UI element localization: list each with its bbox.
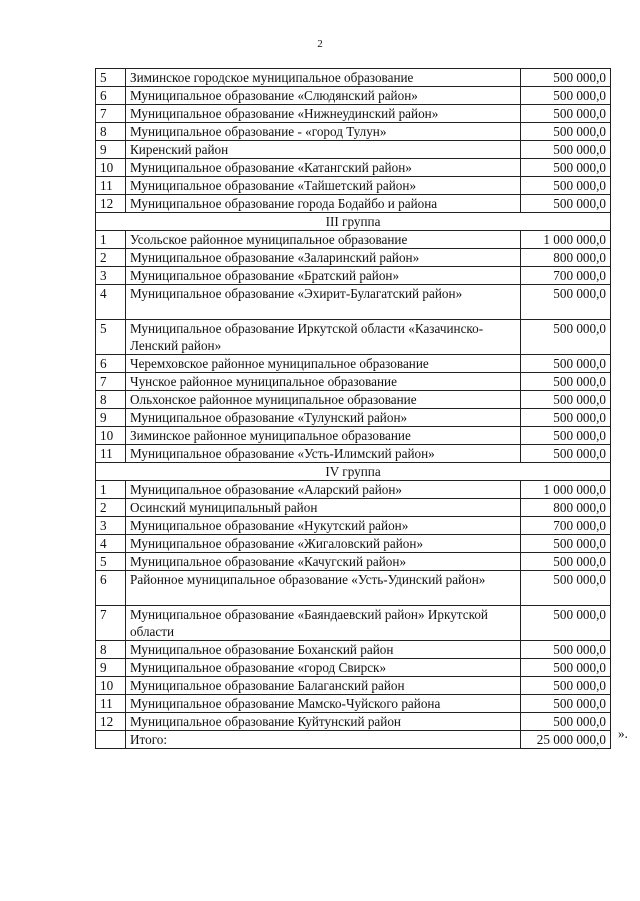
municipality-name: Ольхонское районное муниципальное образование bbox=[126, 391, 521, 409]
row-number: 8 bbox=[96, 123, 126, 141]
amount-value: 500 000,0 bbox=[521, 659, 611, 677]
amount-value: 500 000,0 bbox=[521, 87, 611, 105]
amount-value: 500 000,0 bbox=[521, 355, 611, 373]
row-number: 4 bbox=[96, 535, 126, 553]
municipality-name: Муниципальное образование «Качугский район» bbox=[126, 553, 521, 571]
table-row bbox=[96, 231, 611, 249]
municipality-name: Муниципальное образование «Аларский район» bbox=[126, 481, 521, 499]
amount-value: 800 000,0 bbox=[521, 499, 611, 517]
row-number bbox=[96, 731, 126, 749]
row-number: 6 bbox=[96, 355, 126, 373]
table-row bbox=[96, 267, 611, 285]
municipality-name: Районное муниципальное образование «Усть-Удинский район» bbox=[126, 571, 521, 606]
row-number: 6 bbox=[96, 571, 126, 606]
amount-value: 25 000 000,0 bbox=[521, 731, 611, 749]
municipality-name: Муниципальное образование «Тулунский район» bbox=[126, 409, 521, 427]
row-number: 2 bbox=[96, 249, 126, 267]
amount-value: 500 000,0 bbox=[521, 373, 611, 391]
group-label: IV группа bbox=[96, 463, 611, 481]
amount-value: 1 000 000,0 bbox=[521, 481, 611, 499]
municipality-name: Муниципальное образование «Нукутский район» bbox=[126, 517, 521, 535]
row-number: 11 bbox=[96, 177, 126, 195]
table-row bbox=[96, 499, 611, 517]
group-label: III группа bbox=[96, 213, 611, 231]
amount-value: 500 000,0 bbox=[521, 105, 611, 123]
table-row bbox=[96, 659, 611, 677]
municipality-name: Муниципальное образование «Заларинский район» bbox=[126, 249, 521, 267]
municipality-name: Муниципальное образование Иркутской области «Казачинско-Ленский район» bbox=[126, 320, 521, 355]
row-number: 2 bbox=[96, 499, 126, 517]
table-row bbox=[96, 606, 611, 641]
amount-value: 500 000,0 bbox=[521, 123, 611, 141]
amount-value: 700 000,0 bbox=[521, 267, 611, 285]
municipality-name: Осинский муниципальный район bbox=[126, 499, 521, 517]
table-row bbox=[96, 123, 611, 141]
amount-value: 500 000,0 bbox=[521, 409, 611, 427]
table-row bbox=[96, 391, 611, 409]
amount-value: 500 000,0 bbox=[521, 641, 611, 659]
row-number: 10 bbox=[96, 677, 126, 695]
amount-value: 500 000,0 bbox=[521, 141, 611, 159]
table-row bbox=[96, 535, 611, 553]
row-number: 5 bbox=[96, 553, 126, 571]
amount-value: 500 000,0 bbox=[521, 320, 611, 355]
table-row bbox=[96, 195, 611, 213]
row-number: 8 bbox=[96, 391, 126, 409]
amount-value: 500 000,0 bbox=[521, 713, 611, 731]
amount-value: 700 000,0 bbox=[521, 517, 611, 535]
row-number: 7 bbox=[96, 105, 126, 123]
row-number: 3 bbox=[96, 517, 126, 535]
row-number: 11 bbox=[96, 695, 126, 713]
municipality-name: Муниципальное образование - «город Тулун» bbox=[126, 123, 521, 141]
municipality-name: Муниципальное образование города Бодайбо и района bbox=[126, 195, 521, 213]
table-row bbox=[96, 571, 611, 606]
amount-value: 500 000,0 bbox=[521, 195, 611, 213]
row-number: 6 bbox=[96, 87, 126, 105]
table-row bbox=[96, 553, 611, 571]
table-row bbox=[96, 159, 611, 177]
table-row bbox=[96, 105, 611, 123]
municipality-name: Муниципальное образование «Баяндаевский район» Иркутской области bbox=[126, 606, 521, 641]
table-row bbox=[96, 249, 611, 267]
municipality-name: Зиминское городское муниципальное образование bbox=[126, 69, 521, 87]
table-row bbox=[96, 177, 611, 195]
amount-value: 500 000,0 bbox=[521, 606, 611, 641]
table-row bbox=[96, 141, 611, 159]
municipality-name: Муниципальное образование «Жигаловский район» bbox=[126, 535, 521, 553]
table-row bbox=[96, 517, 611, 535]
table-row bbox=[96, 481, 611, 499]
amount-value: 500 000,0 bbox=[521, 553, 611, 571]
row-number: 7 bbox=[96, 373, 126, 391]
municipality-name: Киренский район bbox=[126, 141, 521, 159]
municipality-name: Муниципальное образование «Эхирит-Булагатский район» bbox=[126, 285, 521, 320]
table-body bbox=[96, 69, 611, 749]
municipality-name: Черемховское районное муниципальное образование bbox=[126, 355, 521, 373]
table-row bbox=[96, 285, 611, 320]
closing-quote-mark: ». bbox=[618, 726, 628, 741]
row-number: 5 bbox=[96, 320, 126, 355]
row-number: 1 bbox=[96, 481, 126, 499]
table-row bbox=[96, 641, 611, 659]
row-number: 9 bbox=[96, 141, 126, 159]
table-row bbox=[96, 713, 611, 731]
municipality-name: Муниципальное образование «Усть-Илимский район» bbox=[126, 445, 521, 463]
row-number: 9 bbox=[96, 409, 126, 427]
total-row bbox=[96, 731, 611, 749]
row-number: 10 bbox=[96, 427, 126, 445]
table-row bbox=[96, 355, 611, 373]
municipality-name: Муниципальное образование Балаганский район bbox=[126, 677, 521, 695]
table-row bbox=[96, 427, 611, 445]
municipality-name: Усольское районное муниципальное образование bbox=[126, 231, 521, 249]
row-number: 4 bbox=[96, 285, 126, 320]
table-row bbox=[96, 373, 611, 391]
table-row bbox=[96, 87, 611, 105]
municipality-name: Муниципальное образование «Братский район» bbox=[126, 267, 521, 285]
municipality-name: Муниципальное образование Куйтунский район bbox=[126, 713, 521, 731]
table-row bbox=[96, 677, 611, 695]
row-number: 3 bbox=[96, 267, 126, 285]
table-row bbox=[96, 320, 611, 355]
table-row bbox=[96, 695, 611, 713]
amount-value: 500 000,0 bbox=[521, 69, 611, 87]
amount-value: 1 000 000,0 bbox=[521, 231, 611, 249]
page-number: 2 bbox=[317, 38, 323, 50]
amount-value: 500 000,0 bbox=[521, 695, 611, 713]
group-header-row bbox=[96, 213, 611, 231]
amount-value: 500 000,0 bbox=[521, 677, 611, 695]
group-header-row bbox=[96, 463, 611, 481]
row-number: 5 bbox=[96, 69, 126, 87]
municipality-name: Муниципальное образование «Нижнеудинский район» bbox=[126, 105, 521, 123]
municipality-name: Чунское районное муниципальное образование bbox=[126, 373, 521, 391]
municipality-name: Итого: bbox=[126, 731, 521, 749]
amount-value: 500 000,0 bbox=[521, 535, 611, 553]
row-number: 11 bbox=[96, 445, 126, 463]
municipality-name: Муниципальное образование Мамско-Чуйского района bbox=[126, 695, 521, 713]
amount-value: 500 000,0 bbox=[521, 177, 611, 195]
table-row bbox=[96, 69, 611, 87]
amount-value: 500 000,0 bbox=[521, 427, 611, 445]
row-number: 12 bbox=[96, 195, 126, 213]
municipality-name: Муниципальное образование Боханский район bbox=[126, 641, 521, 659]
amount-value: 800 000,0 bbox=[521, 249, 611, 267]
municipality-name: Муниципальное образование «город Свирск» bbox=[126, 659, 521, 677]
municipality-name: Муниципальное образование «Катангский район» bbox=[126, 159, 521, 177]
municipality-name: Муниципальное образование «Слюдянский район» bbox=[126, 87, 521, 105]
row-number: 8 bbox=[96, 641, 126, 659]
row-number: 7 bbox=[96, 606, 126, 641]
amount-value: 500 000,0 bbox=[521, 285, 611, 320]
row-number: 10 bbox=[96, 159, 126, 177]
amount-value: 500 000,0 bbox=[521, 445, 611, 463]
row-number: 1 bbox=[96, 231, 126, 249]
row-number: 12 bbox=[96, 713, 126, 731]
amount-value: 500 000,0 bbox=[521, 159, 611, 177]
amount-value: 500 000,0 bbox=[521, 391, 611, 409]
allocation-table bbox=[95, 68, 611, 749]
row-number: 9 bbox=[96, 659, 126, 677]
municipality-name: Муниципальное образование «Тайшетский район» bbox=[126, 177, 521, 195]
table-row bbox=[96, 409, 611, 427]
amount-value: 500 000,0 bbox=[521, 571, 611, 606]
table-row bbox=[96, 445, 611, 463]
municipality-name: Зиминское районное муниципальное образование bbox=[126, 427, 521, 445]
